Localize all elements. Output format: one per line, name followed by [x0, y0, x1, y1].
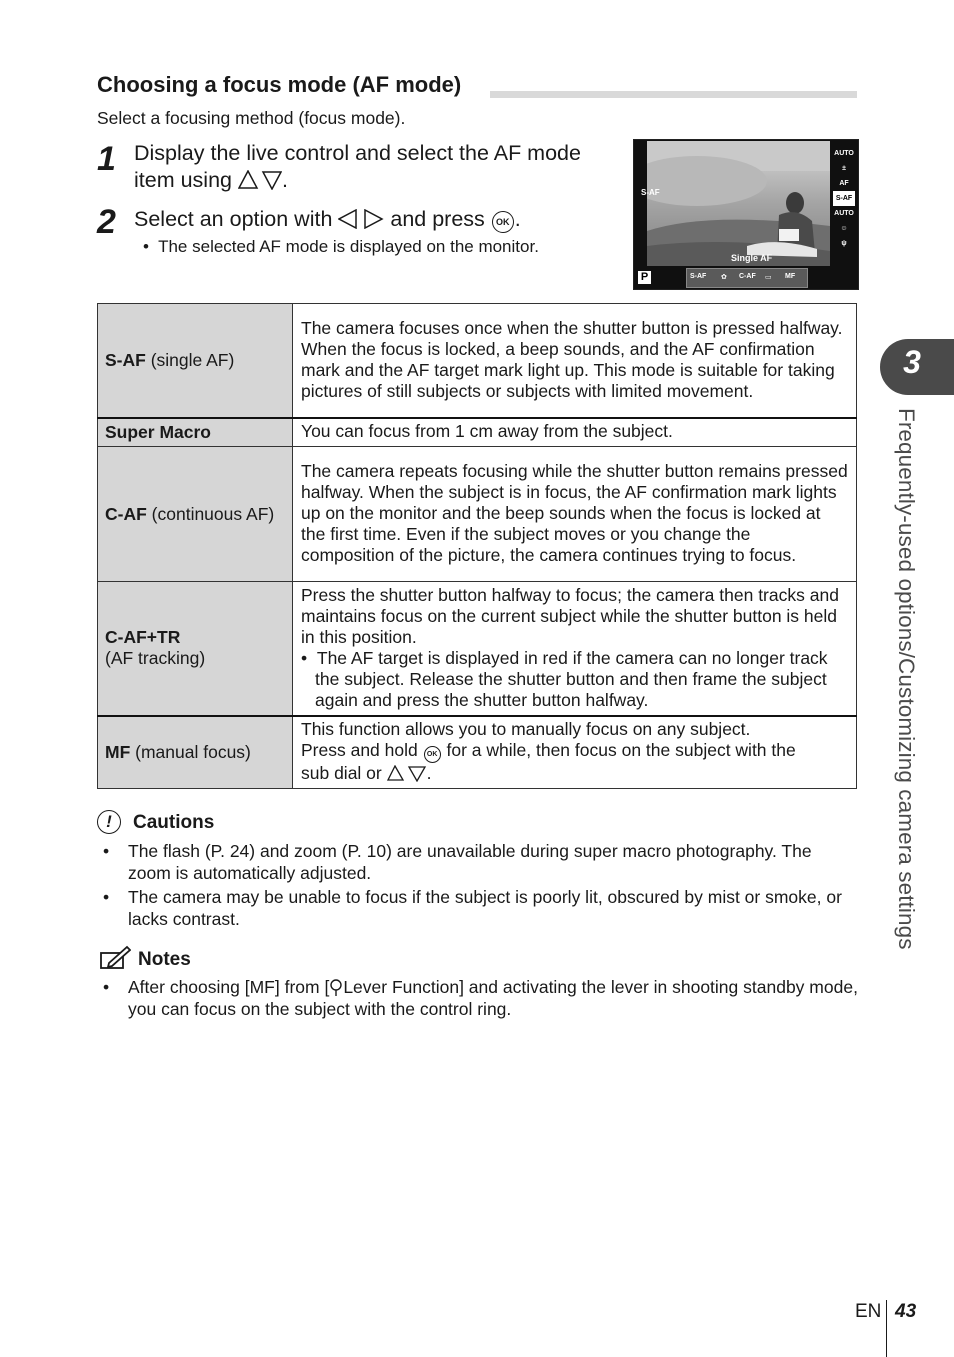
desc-text: This function allows you to manually focus on any subject. [301, 719, 751, 740]
custom-menu-icon [329, 979, 343, 996]
macro-flower-icon: ✿ [721, 274, 727, 281]
mic-icon: ψ [841, 240, 847, 247]
table-row [98, 716, 857, 789]
desc-3-end: . [426, 763, 432, 784]
step-2-text [134, 206, 624, 233]
left-right-arrows-icon [338, 209, 384, 229]
term-cell [98, 716, 293, 789]
flash-auto-icon: AUTO [834, 150, 854, 157]
desc-line-3 [301, 763, 848, 784]
footer-divider [886, 1300, 887, 1357]
notes-pencil-icon [99, 945, 131, 971]
step-1-number: 1 [97, 140, 116, 178]
bullet-dot: • [301, 647, 308, 668]
desc-3: sub dial or [301, 763, 382, 784]
footer-language: EN [855, 1301, 882, 1322]
desc-cell [293, 716, 857, 789]
bullet-dot: • [103, 977, 110, 997]
step-1-line-2: item using [134, 168, 232, 192]
af-option-strip [686, 268, 808, 288]
up-down-arrows-icon [238, 170, 282, 190]
ok-button-icon: OK [424, 746, 441, 763]
strip-caf: C-AF [739, 273, 756, 280]
term-cell [98, 418, 293, 447]
up-down-arrows-icon [387, 765, 427, 782]
caution-item [103, 840, 858, 884]
step-1-line-1: Display the live control and select the AF mode [134, 141, 581, 165]
note-text-b: Lever Function] and activating the lever in shooting standby mode, you can focus on the subject with the control ring. [128, 977, 858, 1019]
metering-icon: AF [839, 180, 849, 187]
desc-cell: The camera focuses once when the shutter button is pressed halfway. When the focus is locked, a beep sounds, and the AF confirmation mark and the AF target mark light up. This mode is suitable for taking pictures of still subjects or subjects with limited movement. [293, 304, 857, 418]
term-cell [98, 304, 293, 418]
term-rest: (manual focus) [130, 741, 251, 762]
desc-2a: Press and hold [301, 740, 418, 761]
note-item [103, 976, 858, 1020]
term-bold: MF [105, 741, 131, 762]
desc-line-2 [301, 740, 848, 763]
desc-bullet-text: The AF target is displayed in red if the camera can no longer track the subject. Release the shutter button and then frame the subject again and press the shutter button halfway. [315, 647, 828, 710]
table-row [98, 582, 857, 716]
strip-saf: S-AF [690, 273, 707, 280]
camera-screen-image [633, 139, 859, 290]
term-rest: (single AF) [145, 349, 235, 370]
side-icon-column [833, 146, 855, 251]
photo-scene [647, 141, 830, 266]
strip-mf: MF [785, 273, 796, 280]
step-2-number: 2 [97, 203, 116, 241]
term-rest: (continuous AF) [146, 503, 275, 524]
bullet-dot: • [103, 841, 110, 861]
step-2-text-a: Select an option with [134, 207, 333, 231]
caution-item [103, 886, 858, 930]
notes-heading: Notes [138, 949, 191, 970]
step-2-end: . [514, 207, 521, 231]
desc-cell: The camera repeats focusing while the shutter button remains pressed halfway. When the subject is in focus, the AF confirmation mark lights up on the monitor and the beep sounds when the focus is locked at the first time. Even if the subject moves or you change the composition of the picture, the camera continues trying to focus. [293, 447, 857, 582]
intro-text: Select a focusing method (focus mode). [97, 108, 406, 128]
term-bold: S-AF [105, 349, 146, 370]
chapter-title-vertical: Frequently-used options/Customizing camera settings [894, 408, 919, 950]
title-rule [490, 91, 857, 98]
desc-2b: for a while, then focus on the subject with the [446, 740, 796, 761]
af-mode-indicator: S-AF [641, 188, 660, 197]
face-priority-icon: ☺ [840, 225, 848, 232]
term-bold: C-AF+TR [105, 627, 181, 648]
table-row [98, 447, 857, 582]
term-cell [98, 582, 293, 716]
term-cell [98, 447, 293, 582]
caution-text: The flash (P. 24) and zoom (P. 10) are unavailable during super macro photography. The zoom is automatically adjusted. [128, 841, 812, 883]
photo-preview [647, 141, 830, 266]
page-number: 43 [895, 1301, 917, 1322]
table-row [98, 304, 857, 418]
desc-cell [293, 582, 857, 716]
iso-auto-icon: AUTO [834, 210, 854, 217]
ok-button-icon: OK [492, 211, 514, 233]
step-2-bullet-text: The selected AF mode is displayed on the monitor. [158, 237, 539, 256]
step-2-text-b: and press [390, 207, 485, 231]
note-text [128, 976, 858, 1020]
program-mode-badge: P [638, 271, 651, 284]
af-mode-table [97, 303, 857, 789]
step-1-end: . [281, 168, 288, 192]
term-rest: (AF tracking) [105, 648, 206, 669]
single-af-label: Single AF [731, 253, 773, 263]
caf-tr-icon: ▭ [765, 274, 772, 281]
exposure-comp-icon: ± [842, 165, 846, 172]
caution-icon: ! [97, 810, 121, 834]
cautions-heading: Cautions [133, 812, 215, 833]
section-title: Choosing a focus mode (AF mode) [97, 72, 462, 97]
af-mode-icon: S-AF [833, 191, 855, 206]
bullet-dot: • [103, 887, 110, 907]
desc-cell: You can focus from 1 cm away from the subject. [293, 418, 857, 447]
bullet-dot: • [143, 237, 149, 256]
note-text-a: After choosing [MF] from [ [128, 977, 330, 997]
step-1-text [134, 140, 624, 194]
term-bold: Super Macro [105, 421, 211, 442]
term-bold: C-AF [105, 503, 147, 524]
desc-text: Press the shutter button halfway to focus; the camera then tracks and maintains focus on the current subject while the shutter button is held in this position. [301, 584, 839, 647]
desc-bullet [301, 648, 848, 711]
caution-text: The camera may be unable to focus if the subject is poorly lit, obscured by mist or smoke, or lacks contrast. [128, 887, 842, 929]
table-row [98, 418, 857, 447]
chapter-number: 3 [903, 344, 921, 380]
step-2-bullet [143, 237, 539, 257]
